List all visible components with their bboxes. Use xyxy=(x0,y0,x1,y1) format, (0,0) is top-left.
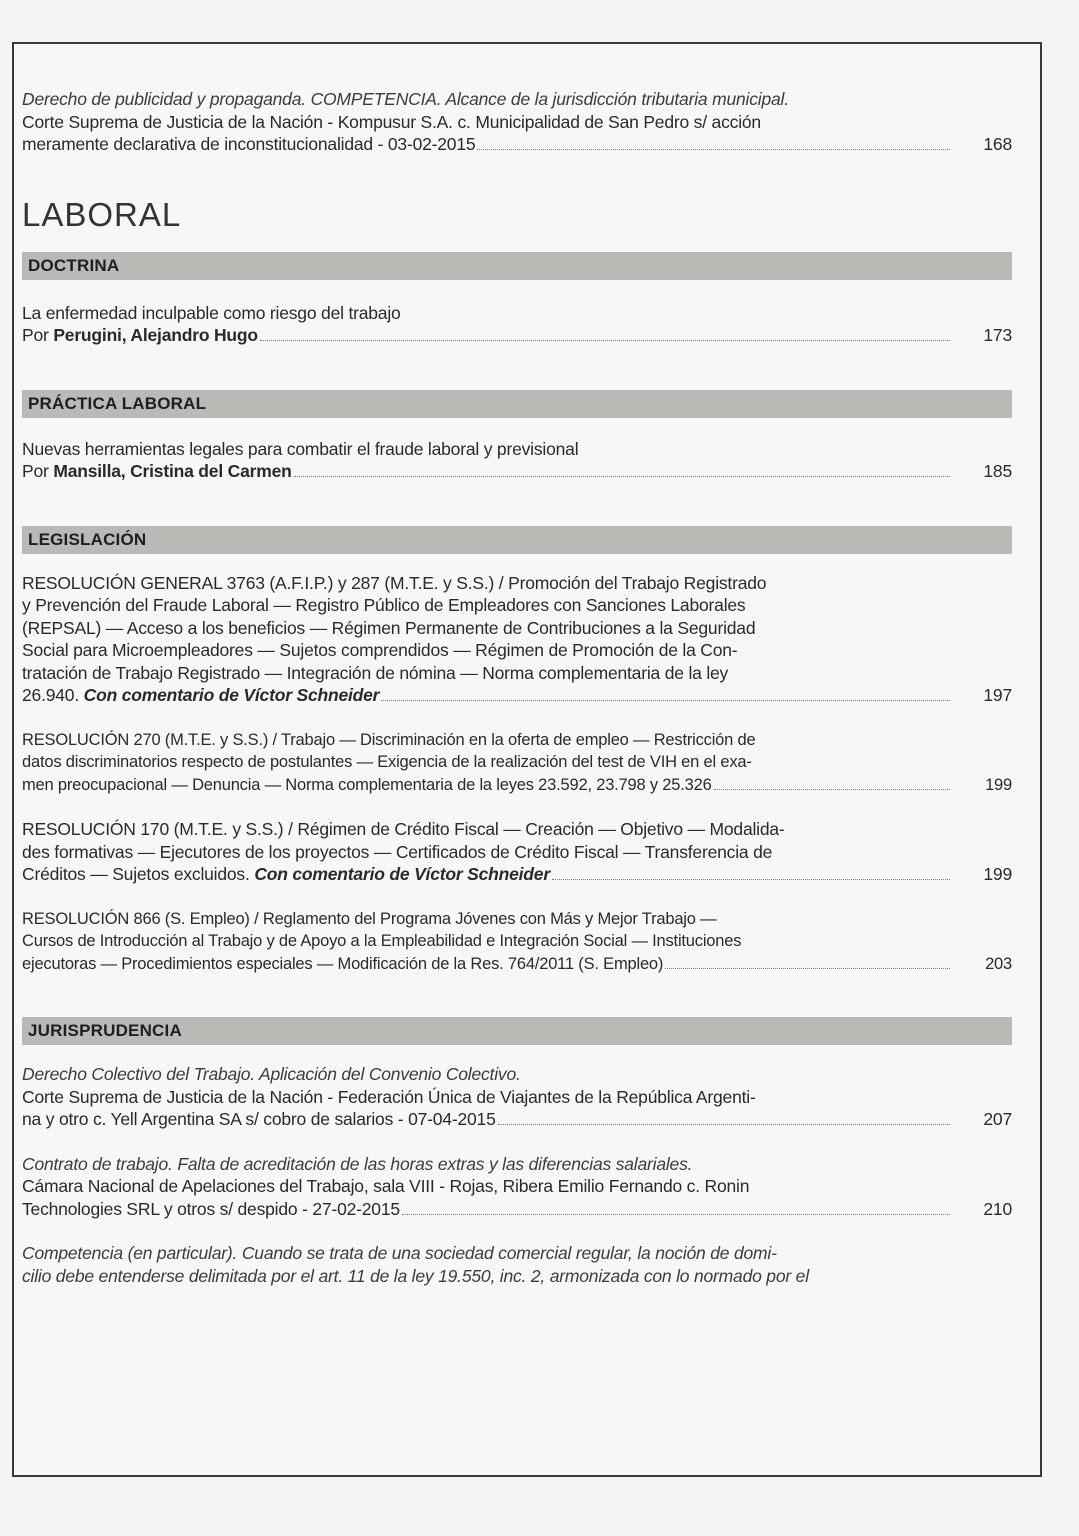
leader-dots xyxy=(381,699,950,701)
section-bar-practica: PRÁCTICA LABORAL xyxy=(22,390,1012,418)
page-number: 199 xyxy=(983,864,1012,884)
entry-line: Corte Suprema de Justicia de la Nación - Kompusur S.A. c. Municipalidad de San Pedro s/ acción xyxy=(22,111,761,132)
por-label: Por xyxy=(22,461,49,481)
entry-title: Nuevas herramientas legales para combatir el fraude laboral y previsional xyxy=(22,438,579,459)
leader-dots xyxy=(402,1213,950,1215)
doctrina-entry xyxy=(22,302,1012,347)
entry-text: na y otro c. Yell Argentina SA s/ cobro de salarios - 07-04-2015 xyxy=(22,1109,496,1129)
entry-text-part: 26.940. xyxy=(22,685,79,705)
entry-top xyxy=(22,88,1012,156)
entry-title: La enfermedad inculpable como riesgo del trabajo xyxy=(22,302,401,323)
entry-last-line xyxy=(22,460,1012,483)
page-number: 210 xyxy=(983,1198,1012,1219)
jurisprudencia-entry-3 xyxy=(22,1242,1012,1287)
comment-author: Con comentario de Víctor Schneider xyxy=(254,864,550,884)
entry-author-line xyxy=(22,460,292,483)
entry-topic: Contrato de trabajo. Falta de acreditación de las horas extras y las diferencias salariales. xyxy=(22,1153,693,1174)
entry-text xyxy=(22,863,550,886)
por-label: Por xyxy=(22,325,49,345)
entry-author-line xyxy=(22,324,258,347)
entry-topic: Derecho Colectivo del Trabajo. Aplicación del Convenio Colectivo. xyxy=(22,1064,521,1084)
author-name: Mansilla, Cristina del Carmen xyxy=(53,461,292,481)
entry-line: tratación de Trabajo Registrado — Integración de nómina — Norma complementaria de la ley xyxy=(22,662,729,683)
entry-line: RESOLUCIÓN 270 (M.T.E. y S.S.) / Trabajo — Discriminación en la oferta de empleo — Restricción de xyxy=(22,730,756,749)
page-number: 207 xyxy=(983,1109,1012,1129)
page-number: 173 xyxy=(983,325,1012,345)
legislacion-entry-2 xyxy=(22,729,1012,797)
leader-dots xyxy=(714,788,950,790)
entry-last-line xyxy=(22,774,1012,797)
legislacion-entry-1 xyxy=(22,572,1012,707)
entry-last-line xyxy=(22,133,1012,156)
entry-line: RESOLUCIÓN 170 (M.T.E. y S.S.) / Régimen de Crédito Fiscal — Creación — Objetivo — Modalida- xyxy=(22,819,785,839)
entry-line: (REPSAL) — Acceso a los beneficios — Régimen Permanente de Contribuciones a la Seguridad xyxy=(22,617,756,638)
entry-line: Cámara Nacional de Apelaciones del Trabajo, sala VIII - Rojas, Ribera Emilio Fernando c. Ronin xyxy=(22,1176,750,1196)
author-name: Perugini, Alejandro Hugo xyxy=(53,325,258,345)
practica-entry xyxy=(22,438,1012,483)
leader-dots xyxy=(260,339,950,341)
entry-last-line xyxy=(22,953,1012,976)
section-bar-doctrina: DOCTRINA xyxy=(22,252,1012,280)
entry-text: men preocupacional — Denuncia — Norma complementaria de la leyes 23.592, 23.798 y 25.326 xyxy=(22,775,712,794)
jurisprudencia-entry-1 xyxy=(22,1063,1012,1131)
leader-dots xyxy=(665,967,950,969)
entry-last-line xyxy=(22,1198,1012,1221)
entry-topic: Derecho de publicidad y propaganda. COMPETENCIA. Alcance de la jurisdicción tributaria municipal. xyxy=(22,89,789,109)
entry-line: des formativas — Ejecutores de los proyectos — Certificados de Crédito Fiscal — Transferencia de xyxy=(22,841,773,862)
entry-topic: Competencia (en particular). Cuando se trata de una sociedad comercial regular, la noción de domi- xyxy=(22,1243,777,1263)
page-number: 199 xyxy=(985,775,1012,794)
page-number: 168 xyxy=(983,134,1012,154)
entry-line: y Prevención del Fraude Laboral — Registro Público de Empleadores con Sanciones Laborales xyxy=(22,595,746,615)
entry-last-line xyxy=(22,863,1012,886)
jurisprudencia-entry-2 xyxy=(22,1153,1012,1221)
entry-line: datos discriminatorios respecto de postulantes — Exigencia de la realización del test de VIH en el exa- xyxy=(22,753,752,771)
entry-last-line xyxy=(22,1108,1012,1131)
leader-dots xyxy=(477,148,950,150)
section-bar-legislacion: LEGISLACIÓN xyxy=(22,526,1012,554)
entry-line: Social para Microempleadores — Sujetos comprendidos — Régimen de Promoción de la Con- xyxy=(22,640,738,660)
legislacion-entry-4 xyxy=(22,908,1012,976)
section-title: LABORAL xyxy=(22,195,182,233)
entry-line: RESOLUCIÓN GENERAL 3763 (A.F.I.P.) y 287 (M.T.E. y S.S.) / Promoción del Trabajo Registrado xyxy=(22,572,767,593)
entry-line: RESOLUCIÓN 866 (S. Empleo) / Reglamento del Programa Jóvenes con Más y Mejor Trabajo — xyxy=(22,909,717,928)
entry-text: Technologies SRL y otros s/ despido - 27-02-2015 xyxy=(22,1198,400,1219)
entry-text: ejecutoras — Procedimientos especiales — Modificación de la Res. 764/2011 (S. Empleo) xyxy=(22,954,664,973)
entry-topic: cilio debe entenderse delimitada por el art. 11 de la ley 19.550, inc. 2, armonizada con lo normado por el xyxy=(22,1265,809,1286)
page-number: 185 xyxy=(983,461,1012,481)
page-number: 203 xyxy=(985,954,1012,973)
entry-text xyxy=(22,684,379,707)
leader-dots xyxy=(552,878,950,880)
comment-author: Con comentario de Víctor Schneider xyxy=(83,685,380,705)
entry-last-line xyxy=(22,684,1012,707)
section-bar-jurisprudencia: JURISPRUDENCIA xyxy=(22,1017,1012,1045)
entry-line: Cursos de Introducción al Trabajo y de Apoyo a la Empleabilidad e Integración Social — Instituciones xyxy=(22,932,742,950)
entry-last-line xyxy=(22,324,1012,347)
leader-dots xyxy=(294,475,950,477)
entry-text: meramente declarativa de inconstitucionalidad - 03-02-2015 xyxy=(22,134,476,154)
leader-dots xyxy=(498,1123,950,1125)
legislacion-entry-3 xyxy=(22,818,1012,886)
index-content xyxy=(22,42,1012,1287)
page-number: 197 xyxy=(983,685,1012,705)
entry-line: Corte Suprema de Justicia de la Nación - Federación Única de Viajantes de la República Argenti- xyxy=(22,1086,756,1107)
entry-text-part: Créditos — Sujetos excluidos. xyxy=(22,864,250,884)
